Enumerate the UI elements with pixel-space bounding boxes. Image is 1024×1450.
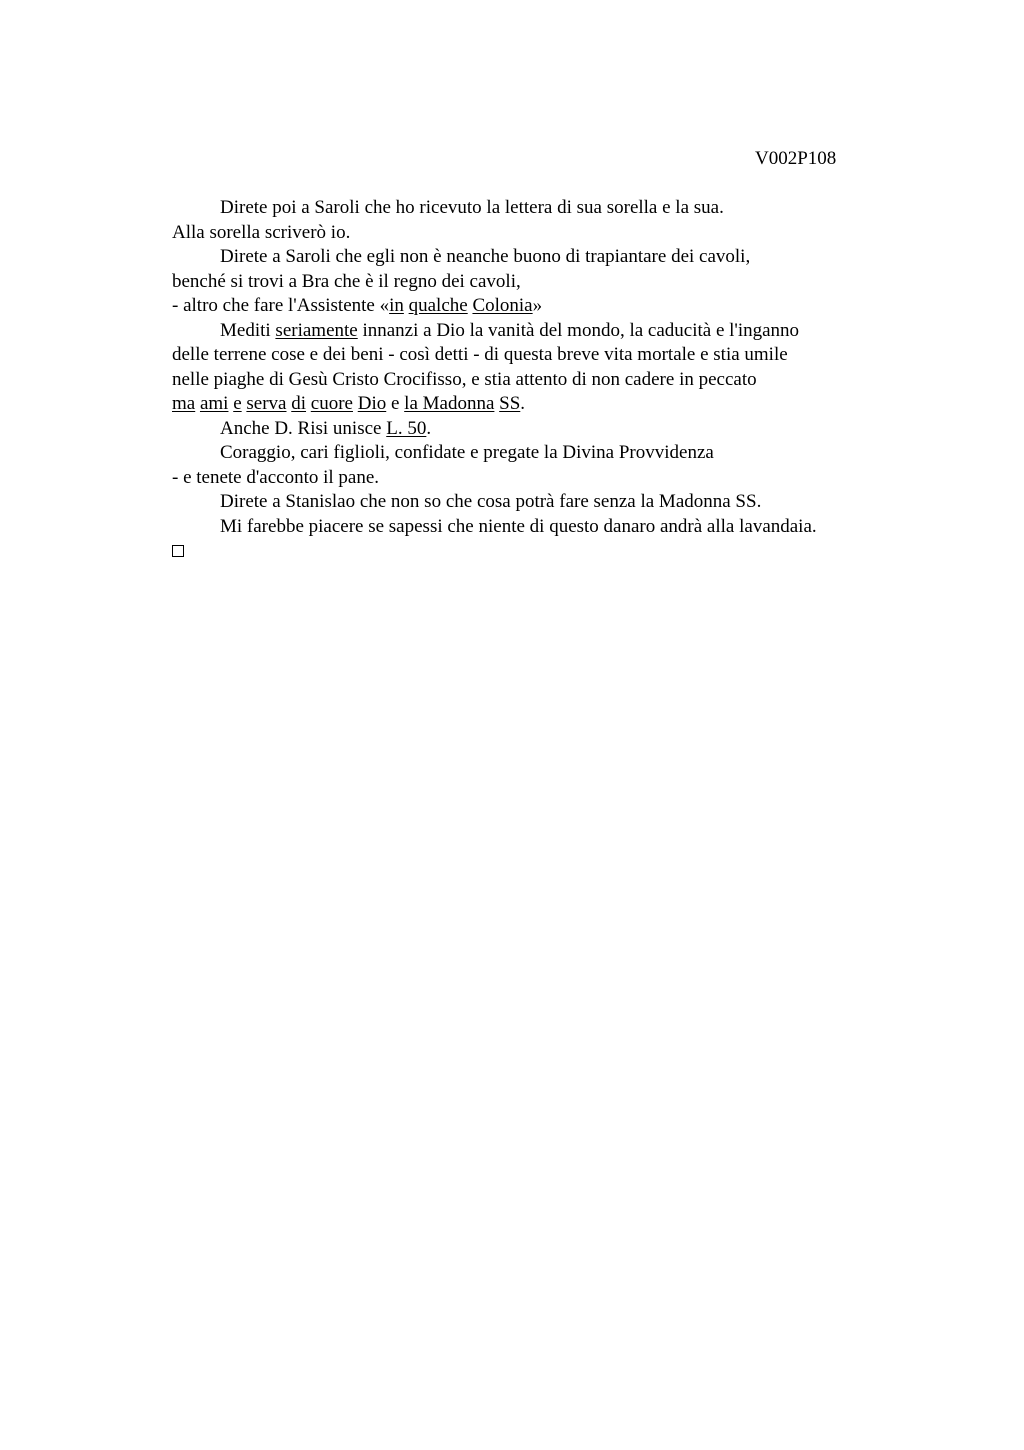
text-line: nelle piaghe di Gesù Cristo Crocifisso, e stia attento di non cadere in peccato: [172, 368, 757, 390]
text-line: Direte a Stanislao che non so che cosa potrà fare senza la Madonna SS.: [220, 491, 762, 512]
text-line: Mi farebbe piacere se sapessi che niente di questo danaro andrà alla lavandaia.: [220, 515, 817, 537]
text-line: delle terrene cose e dei beni - così detti - di questa breve vita mortale e stia umile: [172, 344, 788, 365]
text-line: - e tenete d'acconto il pane.: [172, 466, 380, 488]
underlined-word: ma: [172, 393, 196, 414]
underlined-word: e: [233, 393, 242, 414]
text-line: benché si trovi a Bra che è il regno dei cavoli,: [172, 270, 521, 292]
underlined-word: serva: [246, 393, 287, 414]
underlined-word: qualche: [408, 295, 468, 316]
text-line: Direte poi a Saroli che ho ricevuto la lettera di sua sorella e la sua.: [220, 197, 724, 218]
end-mark-icon: [172, 539, 892, 565]
text-line: Coraggio, cari figlioli, confidate e pregate la Divina Provvidenza: [220, 442, 714, 463]
text-span: Mediti: [220, 319, 276, 341]
underlined-word: Dio: [357, 393, 387, 414]
text-span: Anche D. Risi unisce: [220, 417, 387, 439]
underlined-word: ami: [199, 393, 229, 414]
text-span: innanzi a Dio la vanità del mondo, la caducità e l'inganno: [357, 319, 800, 341]
underlined-word: cuore: [310, 393, 353, 414]
text-line: [172, 319, 892, 344]
text-span: .: [426, 417, 432, 439]
text-span: »: [532, 295, 543, 316]
underlined-word: la Madonna: [404, 393, 495, 414]
underlined-word: di: [291, 393, 307, 414]
text-line: Alla sorella scriverò io.: [172, 221, 351, 243]
underlined-word: in: [389, 295, 404, 316]
text-span: .: [520, 393, 526, 414]
underlined-word: Colonia: [472, 295, 533, 316]
text-line: [172, 392, 892, 417]
page-identifier: V002P108: [755, 148, 837, 169]
text-span: - altro che fare l'Assistente «: [172, 295, 390, 316]
text-line: [172, 294, 892, 319]
text-line: [172, 417, 892, 442]
text-line: Direte a Saroli che egli non è neanche buono di trapiantare dei cavoli,: [220, 246, 751, 267]
underlined-word: L. 50: [386, 417, 427, 439]
letter-body: [172, 196, 892, 565]
underlined-word: SS: [499, 393, 521, 414]
text-span: e: [390, 393, 400, 414]
underlined-word: seriamente: [275, 319, 358, 341]
